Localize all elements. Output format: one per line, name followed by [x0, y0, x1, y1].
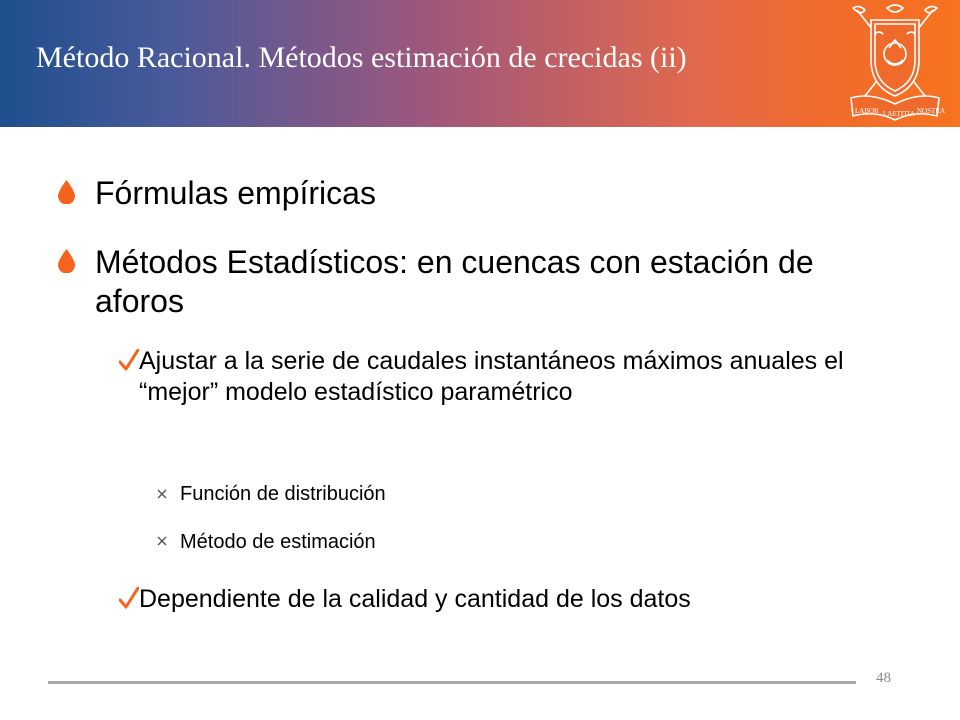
water-drop-icon: [58, 180, 75, 204]
crest-motto-2: LAETITIA: [883, 110, 915, 118]
water-drop-icon: [58, 249, 75, 273]
checkmark-icon: [119, 587, 139, 609]
title-banner: [0, 0, 960, 127]
crest-motto-3: NOSTRA: [917, 107, 945, 115]
sub-sub-bullet-text: Método de estimación: [180, 531, 376, 553]
cross-mark-icon: [156, 535, 168, 547]
crest-motto-1: LABOR: [855, 107, 879, 115]
page-number: 48: [876, 670, 891, 686]
checkmark-icon: [119, 349, 139, 371]
university-crest-logo: [845, 2, 945, 126]
sub-bullet-text: Dependiente de la calidad y cantidad de los datos: [139, 585, 691, 613]
footer-divider: [48, 681, 856, 684]
cross-mark-icon: [156, 488, 168, 500]
bullet-text: Fórmulas empíricas: [95, 175, 376, 211]
bullet-text: Métodos Estadísticos: en cuencas con estación de aforos: [95, 244, 814, 319]
sub-bullet-text: Ajustar a la serie de caudales instantáneos máximos anuales el “mejor” modelo estadístico paramétrico: [139, 347, 844, 406]
sub-sub-bullet-text: Función de distribución: [180, 483, 386, 505]
slide-title: Método Racional. Métodos estimación de crecidas (ii): [36, 41, 687, 74]
